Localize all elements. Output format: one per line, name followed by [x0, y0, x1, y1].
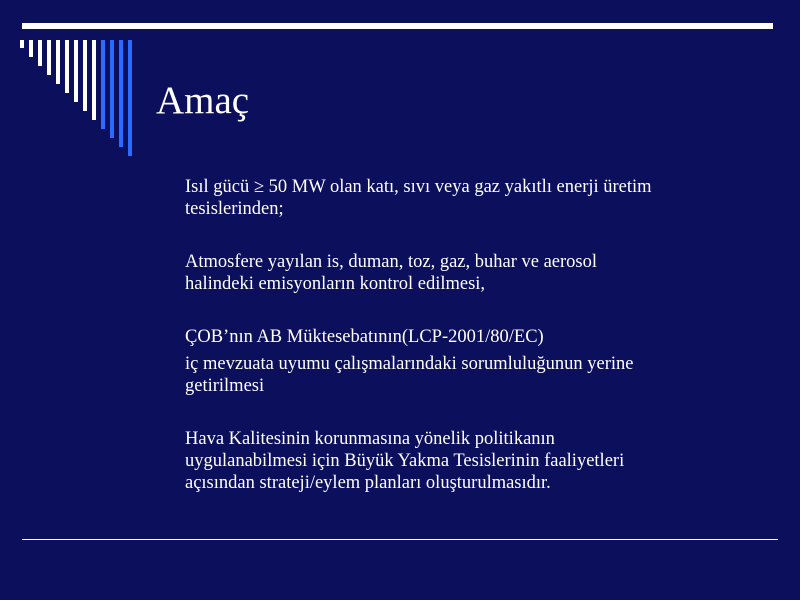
paragraph-1: Isıl gücü ≥ 50 MW olan katı, sıvı veya gaz yakıtlı enerji üretim tesislerinden; — [185, 177, 652, 219]
paragraph-5: Hava Kalitesinin korunmasına yönelik politikanın uygulanabilmesi için Büyük Yakma Tesislerinin faaliyetleri açısından strateji/eylem planları oluşturulmasıdır. — [185, 429, 625, 493]
paragraph-4: iç mevzuata uyumu çalışmalarındaki sorumluluğunun yerine getirilmesi — [185, 354, 634, 396]
paragraph-gap — [185, 295, 760, 326]
decorative-stripes — [0, 0, 140, 170]
paragraph-2: Atmosfere yayılan is, duman, toz, gaz, buhar ve aerosol halindeki emisyonların kontrol edilmesi, — [185, 252, 598, 294]
slide-title: Amaç — [156, 79, 250, 122]
stripe-9 — [92, 40, 96, 120]
slide-content — [185, 176, 760, 494]
stripe-10 — [101, 40, 105, 129]
stripe-8 — [83, 40, 87, 111]
stripe-7 — [74, 40, 78, 102]
stripe-13 — [128, 40, 132, 156]
paragraph-gap — [185, 220, 760, 251]
stripe-4 — [47, 40, 51, 75]
stripe-5 — [56, 40, 60, 84]
stripe-12 — [119, 40, 123, 147]
stripe-2 — [29, 40, 33, 57]
stripe-1 — [20, 40, 24, 48]
paragraph-gap — [185, 397, 760, 428]
stripe-3 — [38, 40, 42, 66]
stripe-11 — [110, 40, 114, 138]
bottom-rule — [22, 539, 778, 540]
paragraph-3: ÇOB’nın AB Müktesebatının(LCP-2001/80/EC) — [185, 327, 544, 347]
stripe-6 — [65, 40, 69, 93]
